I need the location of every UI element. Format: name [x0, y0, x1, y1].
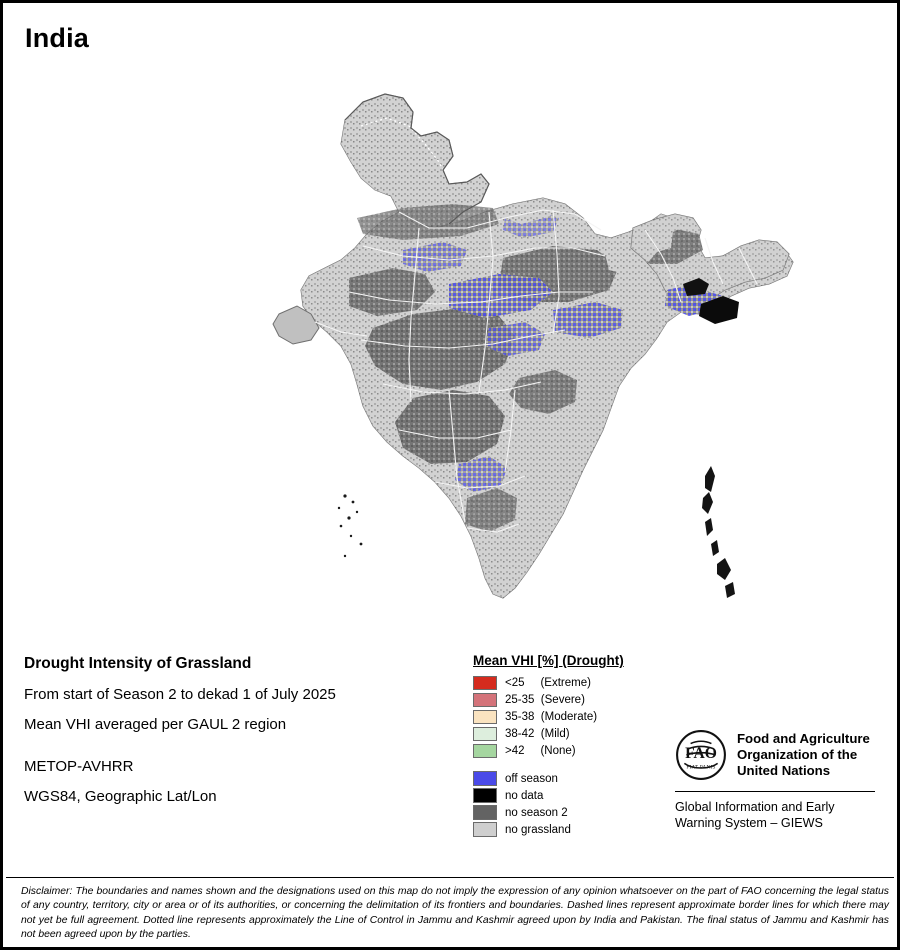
- legend-item-no-grassland: [473, 821, 673, 838]
- fao-header: [675, 729, 875, 781]
- caption-projection: WGS84, Geographic Lat/Lon: [24, 788, 217, 805]
- page-title: India: [25, 23, 90, 53]
- lakshadweep-islands: [338, 494, 363, 557]
- legend-title: Mean VHI [%] (Drought): [473, 653, 624, 668]
- legend-label-off-season: off season: [505, 772, 558, 785]
- legend-label-extreme: <25 (Extreme): [505, 676, 591, 689]
- legend-item-no-data: [473, 787, 673, 804]
- legend-swatch-mild: [473, 727, 497, 741]
- fao-organization-name: Food and Agriculture Organization of the United Nations: [737, 731, 870, 779]
- legend-swatch-no-data: [473, 788, 497, 803]
- legend-label-no-data: no data: [505, 789, 544, 802]
- disclaimer-text: Disclaimer: The boundaries and names shown and the designations used on this map do not imply the expression of any opinion whatsoever on the part of FAO concerning the legal status of any country, territory, city or area or of its authorities, or concerning the delimitation of its frontiers and boundaries. Dashed lines represent approximate border lines for which there may not yet be full agreement. Dotted line represents approximately the Line of Control in Jammu and Kashmir agreed upon by India and Pakistan. The final status of Jammu and Kashmir has not been agreed upon by the parties.: [21, 886, 889, 941]
- legend-label-no-season-2: no season 2: [505, 806, 568, 819]
- fao-branding: [675, 729, 875, 832]
- caption-method: Mean VHI averaged per GAUL 2 region: [24, 716, 287, 733]
- legend-item-moderate: [473, 708, 673, 725]
- india-map-graphic: [253, 78, 873, 638]
- legend-swatch-no-season-2: [473, 805, 497, 820]
- legend-item-none: [473, 742, 673, 759]
- legend-item-off-season: [473, 770, 673, 787]
- legend-item-severe: [473, 691, 673, 708]
- legend-swatch-no-grassland: [473, 822, 497, 837]
- map-canvas[interactable]: [253, 78, 873, 638]
- fao-system-name: Global Information and Early Warning System – GIEWS: [675, 800, 835, 831]
- legend-swatch-moderate: [473, 710, 497, 724]
- caption-period: From start of Season 2 to dekad 1 of July 2025: [24, 686, 336, 703]
- svg-text:FAO: FAO: [685, 745, 717, 763]
- legend-swatch-extreme: [473, 676, 497, 690]
- fao-divider: [675, 791, 875, 792]
- svg-text:FIAT PANIS: FIAT PANIS: [686, 764, 716, 771]
- legend-label-moderate: 35-38 (Moderate): [505, 710, 598, 723]
- legend-label-mild: 38-42 (Mild): [505, 727, 570, 740]
- caption-heading: Drought Intensity of Grassland: [24, 655, 252, 672]
- legend-swatch-off-season: [473, 771, 497, 786]
- caption-sensor: METOP-AVHRR: [24, 758, 134, 775]
- legend-label-no-grassland: no grassland: [505, 823, 571, 836]
- map-legend: [473, 653, 673, 838]
- legend-spacer: [473, 759, 673, 770]
- legend-swatch-severe: [473, 693, 497, 707]
- caption-spacer: [24, 746, 454, 758]
- andaman-nicobar-islands: [702, 466, 735, 598]
- legend-label-none: >42 (None): [505, 744, 576, 757]
- legend-label-severe: 25-35 (Severe): [505, 693, 585, 706]
- disclaimer-divider: [6, 877, 894, 878]
- fao-logo-icon: [675, 729, 727, 781]
- legend-item-extreme: [473, 674, 673, 691]
- map-caption: [24, 655, 454, 818]
- legend-item-mild: [473, 725, 673, 742]
- legend-swatch-none: [473, 744, 497, 758]
- legend-item-no-season-2: [473, 804, 673, 821]
